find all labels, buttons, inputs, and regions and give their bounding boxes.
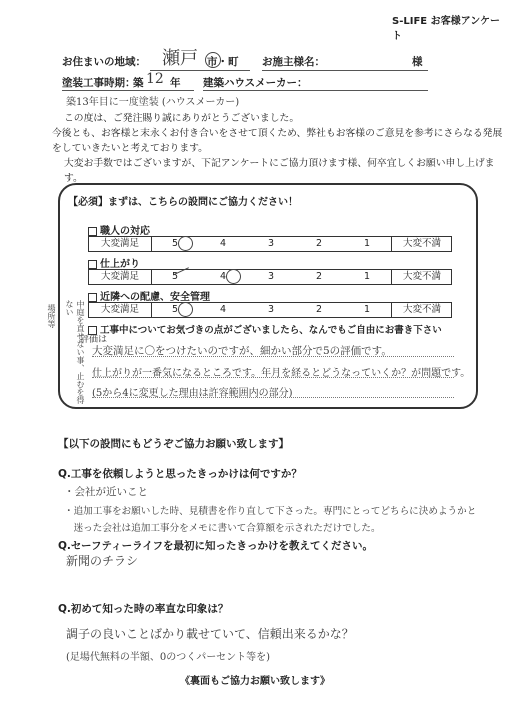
comment-underline-2 (92, 377, 454, 378)
intro-line-3: をしていきたいと考えております。 (52, 143, 208, 154)
rating-left-label: 大変満足 (89, 237, 152, 251)
house-maker-label: 建築ハウスメーカー： (203, 77, 308, 89)
address-underline (150, 70, 250, 71)
rating-label-craftsman: 職人の対応 (88, 222, 150, 237)
period-value: 12 (146, 71, 164, 87)
rating-option-2[interactable]: 2 (315, 238, 323, 249)
required-box-title: 【必須】まずは、こちらの設問にご協力ください！ (68, 197, 298, 208)
house-maker-underline (203, 90, 428, 91)
rating-option-1[interactable]: 1 (363, 304, 371, 315)
rating-option-2[interactable]: 2 (315, 304, 323, 315)
checkbox-icon (88, 260, 97, 269)
rating-option-1[interactable]: 1 (363, 238, 371, 249)
question-2: Q.セーフティーライフを最初に知ったきっかけを教えてください。 (58, 540, 373, 552)
period-suffix: 年 (170, 77, 181, 89)
rating-row-safety[interactable] (88, 302, 452, 318)
rating-option-4[interactable]: 4 (219, 238, 227, 249)
section2-title: 【以下の設問にもどうぞご協力お願い致します】 (58, 438, 289, 450)
comment-prefix: 評価は (80, 335, 108, 345)
rating-right-label: 大変不満 (391, 237, 452, 251)
rating-selected-circle (178, 302, 193, 317)
address-label: お住まいの地域： (62, 56, 146, 68)
question-1: Q.工事を依頼しようと思ったきっかけは何ですか？ (58, 468, 302, 480)
handwritten-period-note: 築13年目に一度塗装 (ハウスメーカー) (66, 97, 240, 108)
q1-answer-1: ・会社が近いこと (64, 486, 148, 498)
customer-name-label: お施主様名： (262, 56, 325, 68)
side-note-2: 場所等 (47, 304, 56, 328)
period-underline (62, 90, 194, 91)
rating-row-craftsman[interactable] (88, 236, 452, 252)
rating-selected-circle (178, 236, 193, 251)
rating-selected-circle (226, 269, 241, 284)
period-prefix: 築 (133, 77, 144, 89)
comment-underline-3 (92, 397, 454, 398)
address-unit: 市・町 (207, 56, 239, 68)
rating-option-3[interactable]: 3 (267, 304, 275, 315)
intro-line-4: 大変お手数ではございますが、下記アンケートにご協力頂けます様、何卒宜しくお願い申し上げます。 (64, 158, 495, 184)
rating-label-safety: 近隣への配慮、安全管理 (88, 288, 210, 303)
rating-row-finish[interactable] (88, 269, 452, 285)
period-label: 塗装工事時期： (62, 77, 136, 89)
q1-answer-3: 迷った会社は追加工事分をメモに書いて合算額を示されただけでした。 (64, 523, 381, 534)
footer-note: 《裏面もご協力お願い致します》 (180, 676, 330, 687)
comment-line-3: (5から4に変更した理由は許容範囲内の部分) (92, 388, 293, 399)
checkbox-icon (88, 293, 97, 302)
comment-label: 工事中についてお気づきの点がございましたら、なんでもご自由にお書き下さい (88, 322, 442, 336)
q3-answer-1: 調子の良いことばかり載せていて、信頼出来るかな？ (66, 627, 354, 641)
q1-answer-2: ・追加工事をお願いした時、見積書を作り直して下さった。専門にとってどちらに決めようかと (64, 506, 477, 517)
q2-answer: 新聞のチラシ (66, 554, 139, 568)
intro-line-2: 今後とも、お客様と末永くお付き合いをさせて頂くため、弊社もお客様のご意見を参考にさらなる発展 (52, 128, 503, 139)
rating-option-5[interactable]: 5 (171, 238, 179, 249)
rating-option-5[interactable]: 5 (171, 271, 179, 282)
rating-left-label: 大変満足 (89, 303, 152, 317)
checkbox-icon (88, 227, 97, 236)
rating-option-4[interactable]: 4 (219, 271, 227, 282)
rating-option-3[interactable]: 3 (267, 271, 275, 282)
side-note-1: 中庭を直せない事、止むを得ない (65, 300, 85, 404)
comment-line-1: 大変満足に〇をつけたいのですが、細かい部分で5の評価です。 (92, 345, 392, 357)
customer-name-underline (262, 70, 428, 71)
rating-option-4[interactable]: 4 (219, 304, 227, 315)
q3-answer-2: (足場代無料の半額、0のつくパーセント等を) (66, 652, 270, 663)
rating-option-1[interactable]: 1 (363, 271, 371, 282)
address-value: 瀬戸 (162, 48, 198, 69)
rating-option-5[interactable]: 5 (171, 304, 179, 315)
rating-left-label: 大変満足 (89, 270, 152, 284)
comment-underline-1 (92, 356, 454, 357)
intro-line-1: この度は、ご発注賜り誠にありがとうございました。 (64, 113, 300, 124)
customer-name-suffix: 様 (412, 56, 423, 68)
rating-label-finish: 仕上がり (88, 255, 140, 270)
rating-option-3[interactable]: 3 (267, 238, 275, 249)
comment-line-2: 仕上がりが一番気になるところです。年月を経るとどうなっていくか？が問題です。 (92, 368, 471, 379)
question-3: Q.初めて知った時の率直な印象は？ (58, 603, 229, 615)
rating-right-label: 大変不満 (391, 303, 452, 317)
rating-option-2[interactable]: 2 (315, 271, 323, 282)
survey-header-title: S-LIFE お客様アンケート (392, 16, 500, 42)
rating-right-label: 大変不満 (391, 270, 452, 284)
